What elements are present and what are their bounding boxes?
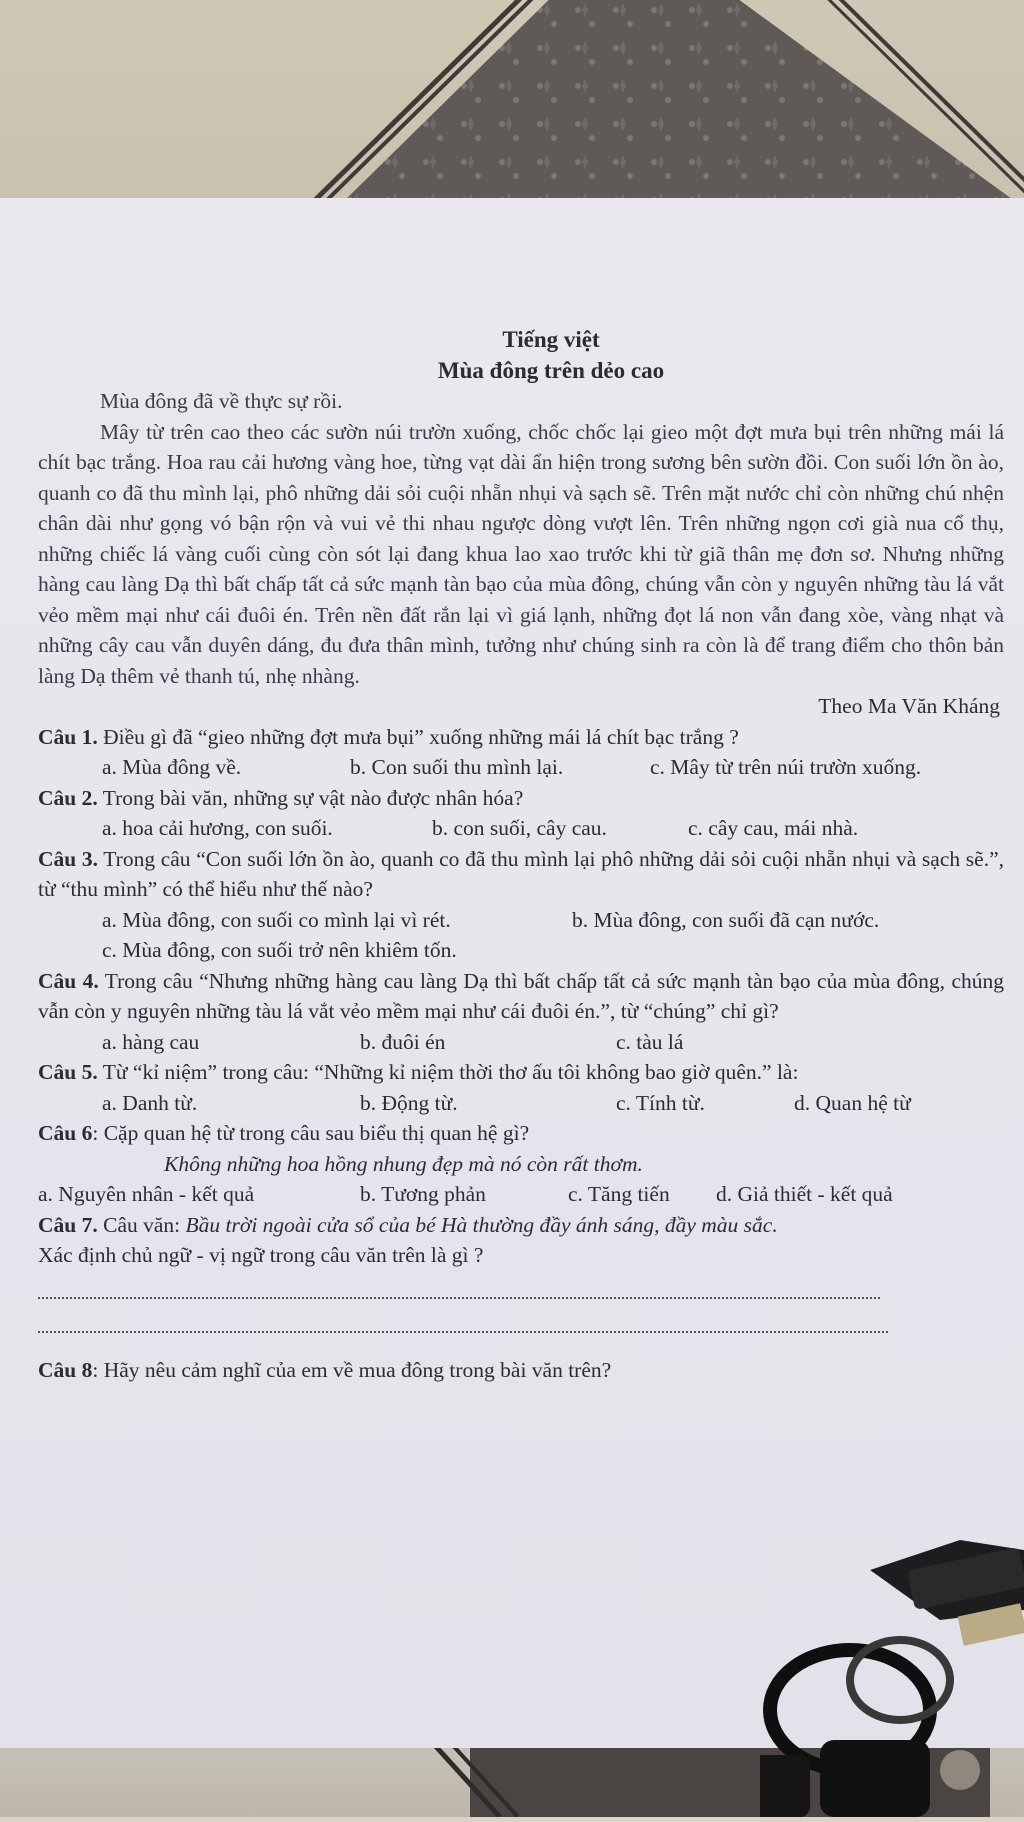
passage-first-line: Mùa đông đã về thực sự rồi. [100,389,343,413]
question-3-label: Câu 3. [38,846,99,871]
question-2-label: Câu 2. [38,785,98,810]
question-3-options-row1 [38,905,1004,936]
q3-option-c[interactable]: c. Mùa đông, con suối trở nên khiêm tốn. [102,938,457,962]
question-2-text: Trong bài văn, những sự vật nào được nhân hóa? [102,785,524,810]
question-2-options [38,813,1004,844]
question-8 [38,1355,1004,1386]
q5-option-b[interactable]: b. Động từ. [360,1090,458,1115]
q1-option-c[interactable]: c. Mây từ trên núi trườn xuống. [650,755,922,779]
question-1-text: Điều gì đã “gieo những đợt mưa bụi” xuống những mái lá chít bạc trắng ? [103,724,739,749]
question-6-label: Câu 6 [38,1121,93,1145]
question-7-prompt: Xác định chủ ngữ - vị ngữ trong câu văn trên là gì ? [38,1243,484,1267]
question-5-options [38,1088,1004,1119]
q6-option-a[interactable]: a. Nguyên nhân - kết quả [38,1182,255,1206]
question-2 [38,783,1004,814]
question-1-options [38,752,1004,783]
q6-option-d[interactable]: d. Giả thiết - kết quả [716,1182,893,1206]
worksheet [38,325,1004,1385]
question-6-text: : Cặp quan hệ từ trong câu sau biểu thị quan hệ gì? [92,1121,530,1145]
question-7-label: Câu 7. [38,1212,98,1237]
question-6 [38,1118,1004,1149]
q2-option-a[interactable]: a. hoa cải hương, con suối. [102,816,333,840]
q5-option-c[interactable]: c. Tính từ. [616,1090,705,1115]
passage-author: Theo Ma Văn Kháng [818,694,1000,718]
q4-option-c[interactable]: c. tàu lá [616,1029,684,1054]
subject-heading: Tiếng việt [502,327,600,352]
q3-option-a[interactable]: a. Mùa đông, con suối co mình lại vì rét. [102,907,451,932]
passage-title: Mùa đông trên dẻo cao [437,357,665,383]
question-7-lead: Câu văn: [103,1212,181,1237]
question-4-label: Câu 4. [38,968,99,993]
q6-option-c[interactable]: c. Tăng tiến [568,1182,670,1206]
question-3-text: Trong câu “Con suối lớn ồn ào, quanh co đã thu mình lại phô những dải sỏi cuội nhẵn nhụi và sạch sẽ.”, từ “thu mình” có thể hiểu như thế nào? [38,846,1004,901]
question-8-text: : Hãy nêu cảm nghĩ của em về mua đông trong bài văn trên? [92,1357,612,1382]
question-3 [38,844,1004,905]
q6-option-b[interactable]: b. Tương phản [360,1182,486,1206]
q4-option-b[interactable]: b. đuôi én [360,1029,446,1054]
placemat-top [300,0,1024,205]
question-1-label: Câu 1. [38,724,98,749]
question-6-options [38,1179,1004,1210]
q1-option-b[interactable]: b. Con suối thu mình lại. [350,755,564,779]
question-7 [38,1210,1004,1241]
keys-image [760,1540,1024,1817]
q4-option-a[interactable]: a. hàng cau [102,1029,200,1054]
question-3-options-row2 [38,935,1004,966]
question-4 [38,966,1004,1027]
q2-option-b[interactable]: b. con suối, cây cau. [432,816,607,840]
question-5-text: Từ “kỉ niệm” trong câu: “Những kỉ niệm thời thơ ấu tôi không bao giờ quên.” là: [102,1060,799,1084]
answer-line-1[interactable] [38,1275,880,1299]
question-4-options [38,1027,1004,1058]
question-7-sentence: Bầu trời ngoài cửa sổ của bé Hà thường đầy ánh sáng, đầy màu sắc. [185,1212,778,1237]
question-5 [38,1057,1004,1088]
question-5-label: Câu 5. [38,1060,98,1084]
question-6-example: Không những hoa hồng nhung đẹp mà nó còn rất thơm. [164,1151,643,1176]
q5-option-d[interactable]: d. Quan hệ từ [794,1090,911,1115]
q5-option-a[interactable]: a. Danh từ. [102,1090,198,1115]
question-1 [38,722,1004,753]
passage-body: Mây từ trên cao theo các sườn núi trườn xuống, chốc chốc lại gieo một đợt mưa bụi trên những mái lá chít bạc trắng. Hoa rau cải hương vàng hoe, từng vạt dài ẩn hiện trong sương bên sườn đồi. Con suối lớn ồn ào, quanh co đã thu mình lại, phô những dải sỏi cuội nhẵn nhụi và sạch sẽ. Trên mặt nước chỉ còn những chú nhện chân dài như gọng vó bận rộn và vui vẻ thi nhau ngược dòng vượt lên. Trên những ngọn cơi già nua cổ thụ, những chiếc lá vàng cuối cùng còn sót lại đang khua lao xao trước khi từ giã thân mẹ đơn sơ. Nhưng những hàng cau làng Dạ thì bất chấp tất cả sức mạnh tàn bạo của mùa đông, chúng vẫn còn y nguyên những tàu lá vắt vẻo mềm mại như cái đuôi én. Trên nền đất rắn lại vì giá lạnh, những đọt lá non vẫn đang xòe, vàng nhạt và những cây cau vẫn duyên dáng, đu đưa thân mình, tưởng như chúng sinh ra còn là để trang điểm cho thôn bản làng Dạ thêm vẻ thanh tú, nhẹ nhàng. [38,419,1004,688]
question-4-text: Trong câu “Nhưng những hàng cau làng Dạ thì bất chấp tất cả sức mạnh tàn bạo của mùa đông, chúng vẫn còn y nguyên những tàu lá vắt vẻo mềm mại như cái đuôi én.”, từ “chúng” chỉ gì? [38,968,1004,1023]
q2-option-c[interactable]: c. cây cau, mái nhà. [688,816,859,840]
q1-option-a[interactable]: a. Mùa đông về. [102,755,242,779]
q3-option-b[interactable]: b. Mùa đông, con suối đã cạn nước. [572,907,880,932]
question-8-label: Câu 8 [38,1357,93,1382]
answer-line-2[interactable] [38,1309,888,1333]
